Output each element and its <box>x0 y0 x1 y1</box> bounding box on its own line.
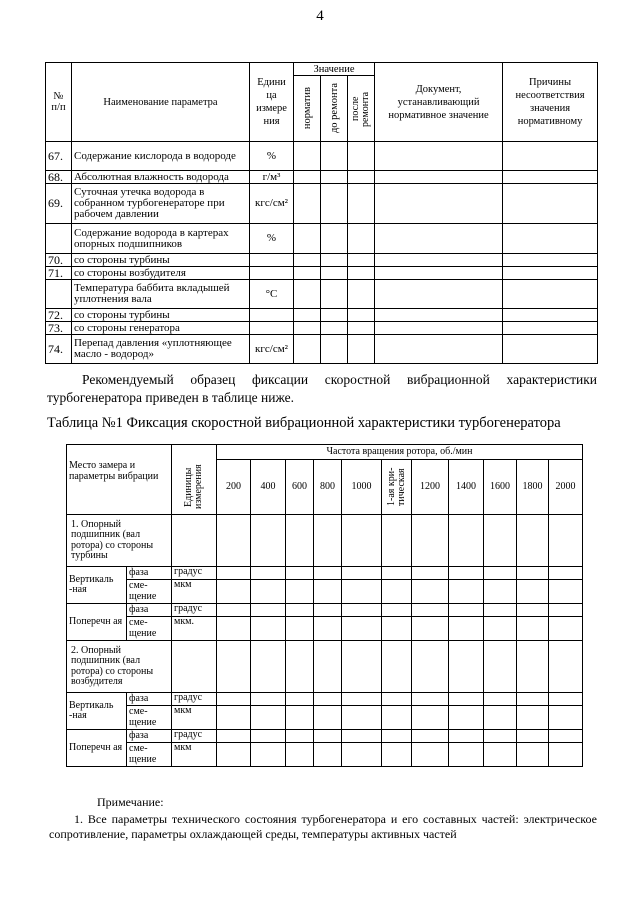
empty-cell <box>321 184 348 224</box>
empty-cell <box>348 335 375 364</box>
empty-cell <box>549 617 583 641</box>
empty-cell <box>251 641 286 693</box>
row-name: Температура баббита вкладышей уплотнения вала <box>72 280 250 309</box>
empty-cell <box>348 254 375 267</box>
empty-cell <box>549 567 583 580</box>
empty-cell <box>503 254 598 267</box>
header-freq-col: 800 <box>314 460 342 515</box>
empty-cell <box>517 693 549 706</box>
empty-cell <box>549 706 583 730</box>
param-row <box>67 706 583 730</box>
empty-cell <box>251 604 286 617</box>
table-row <box>46 184 598 224</box>
empty-cell <box>251 580 286 604</box>
param-name: фаза <box>127 730 172 743</box>
empty-cell <box>348 280 375 309</box>
empty-cell <box>286 641 314 693</box>
empty-cell <box>449 617 484 641</box>
row-num: 71. <box>46 267 72 280</box>
empty-cell <box>503 309 598 322</box>
param-unit: мкм. <box>172 617 217 641</box>
header-reasons: Причины несоответствия значения нормативному <box>503 63 598 142</box>
empty-cell <box>348 142 375 171</box>
header-units: Единицы измерения <box>172 460 217 515</box>
header-freq-col: 1000 <box>342 460 382 515</box>
table-row <box>46 224 598 254</box>
empty-cell <box>294 184 321 224</box>
empty-cell <box>314 706 342 730</box>
table-row <box>46 254 598 267</box>
empty-cell <box>286 617 314 641</box>
empty-cell <box>449 743 484 767</box>
empty-cell <box>549 515 583 567</box>
param-row <box>67 580 583 604</box>
empty-cell <box>314 743 342 767</box>
empty-cell <box>217 515 251 567</box>
group-name: Вертикаль -ная <box>67 693 127 730</box>
empty-cell <box>484 604 517 617</box>
param-row <box>67 567 583 580</box>
empty-cell <box>412 567 449 580</box>
empty-cell <box>321 254 348 267</box>
param-name: сме-щение <box>127 706 172 730</box>
empty-cell <box>412 693 449 706</box>
header-freq-col: 1400 <box>449 460 484 515</box>
header-freq-col: 600 <box>286 460 314 515</box>
empty-cell <box>314 580 342 604</box>
empty-cell <box>484 693 517 706</box>
empty-cell <box>342 706 382 730</box>
empty-cell <box>382 580 412 604</box>
param-unit: градус <box>172 730 217 743</box>
empty-cell <box>382 743 412 767</box>
empty-cell <box>412 580 449 604</box>
empty-cell <box>314 693 342 706</box>
empty-cell <box>382 706 412 730</box>
table-row <box>46 309 598 322</box>
empty-cell <box>321 322 348 335</box>
section-row <box>67 641 583 693</box>
empty-cell <box>375 184 503 224</box>
row-name: со стороны генератора <box>72 322 250 335</box>
param-name: сме-щение <box>127 580 172 604</box>
header-freq-col: 1600 <box>484 460 517 515</box>
row-unit: °С <box>250 280 294 309</box>
empty-cell <box>503 171 598 184</box>
empty-cell <box>348 267 375 280</box>
table2-title: Таблица №1 Фиксация скоростной вибрационной характеристики турбогенератора <box>47 415 561 431</box>
table-row <box>46 171 598 184</box>
empty-cell <box>412 604 449 617</box>
table-row <box>46 322 598 335</box>
empty-cell <box>314 515 342 567</box>
table-row <box>46 267 598 280</box>
empty-cell <box>449 604 484 617</box>
empty-cell <box>503 224 598 254</box>
empty-cell <box>382 617 412 641</box>
empty-cell <box>286 693 314 706</box>
empty-cell <box>503 280 598 309</box>
row-name: Перепад давления «уплотняющее масло - водород» <box>72 335 250 364</box>
empty-cell <box>251 706 286 730</box>
row-num: 74. <box>46 335 72 364</box>
row-unit: кгс/см² <box>250 335 294 364</box>
empty-cell <box>342 641 382 693</box>
empty-cell <box>549 730 583 743</box>
section-title: 1. Опорный подшипник (вал ротора) со стороны турбины <box>67 515 172 567</box>
empty-cell <box>321 224 348 254</box>
param-name: фаза <box>127 604 172 617</box>
empty-cell <box>251 743 286 767</box>
empty-cell <box>314 567 342 580</box>
empty-cell <box>342 617 382 641</box>
empty-cell <box>217 604 251 617</box>
empty-cell <box>286 604 314 617</box>
header-value-col: до ремонта <box>321 76 348 142</box>
empty-cell <box>251 515 286 567</box>
param-name: сме-щение <box>127 743 172 767</box>
empty-cell <box>348 171 375 184</box>
header-freq-col: 1200 <box>412 460 449 515</box>
empty-cell <box>286 743 314 767</box>
empty-cell <box>294 309 321 322</box>
empty-cell <box>412 706 449 730</box>
param-name: фаза <box>127 693 172 706</box>
header-unit: Едини ца измере ния <box>250 63 294 142</box>
empty-cell <box>342 730 382 743</box>
empty-cell <box>503 322 598 335</box>
page-number: 4 <box>316 8 324 24</box>
section-row <box>67 515 583 567</box>
row-num: 73. <box>46 322 72 335</box>
row-name: со стороны возбудителя <box>72 267 250 280</box>
header-freq-col: 200 <box>217 460 251 515</box>
empty-cell <box>286 515 314 567</box>
empty-cell <box>517 580 549 604</box>
empty-cell <box>294 171 321 184</box>
param-row <box>67 730 583 743</box>
empty-cell <box>375 280 503 309</box>
param-unit: градус <box>172 693 217 706</box>
row-num: 70. <box>46 254 72 267</box>
empty-cell <box>342 515 382 567</box>
empty-cell <box>517 706 549 730</box>
empty-cell <box>549 604 583 617</box>
empty-cell <box>517 730 549 743</box>
empty-cell <box>217 641 251 693</box>
param-unit: мкм <box>172 706 217 730</box>
empty-cell <box>294 322 321 335</box>
param-row <box>67 693 583 706</box>
empty-cell <box>217 567 251 580</box>
empty-cell <box>375 322 503 335</box>
parameters-table <box>45 62 598 364</box>
empty-cell <box>412 743 449 767</box>
empty-cell <box>503 335 598 364</box>
empty-cell <box>348 184 375 224</box>
note-title: Примечание: <box>97 795 164 809</box>
param-row <box>67 617 583 641</box>
empty-cell <box>449 580 484 604</box>
header-freq-col: 1800 <box>517 460 549 515</box>
empty-cell <box>217 580 251 604</box>
table-row <box>46 335 598 364</box>
param-unit: градус <box>172 604 217 617</box>
header-freq-col: 400 <box>251 460 286 515</box>
empty-cell <box>484 706 517 730</box>
empty-cell <box>286 567 314 580</box>
row-num: 72. <box>46 309 72 322</box>
empty-cell <box>382 567 412 580</box>
empty-cell <box>294 280 321 309</box>
row-unit: % <box>250 142 294 171</box>
row-name: со стороны турбины <box>72 254 250 267</box>
empty-cell <box>251 693 286 706</box>
empty-cell <box>294 254 321 267</box>
empty-cell <box>484 743 517 767</box>
empty-cell <box>517 567 549 580</box>
empty-cell <box>286 706 314 730</box>
empty-cell <box>314 641 342 693</box>
table-row <box>46 142 598 171</box>
row-name: Суточная утечка водорода в собранном турбогенераторе при рабочем давлении <box>72 184 250 224</box>
empty-cell <box>217 730 251 743</box>
header-freq: Частота вращения ротора, об./мин <box>217 445 583 460</box>
empty-cell <box>321 280 348 309</box>
empty-cell <box>172 515 217 567</box>
empty-cell <box>517 743 549 767</box>
empty-cell <box>342 604 382 617</box>
group-name: Поперечн ая <box>67 604 127 641</box>
empty-cell <box>314 730 342 743</box>
empty-cell <box>517 617 549 641</box>
row-unit <box>250 254 294 267</box>
note-text: 1. Все параметры технического состояния турбогенератора и его составных частей: электрическое сопротивление, параметры охлаждающей среды, температуры активных частей <box>49 812 597 841</box>
header-freq-col: 2000 <box>549 460 583 515</box>
empty-cell <box>321 335 348 364</box>
empty-cell <box>449 515 484 567</box>
empty-cell <box>342 693 382 706</box>
intro-paragraph: Рекомендуемый образец фиксации скоростной вибрационной характеристики турбогенератора приведен в таблице ниже. <box>47 372 597 405</box>
param-unit: мкм <box>172 580 217 604</box>
empty-cell <box>294 142 321 171</box>
empty-cell <box>382 641 412 693</box>
empty-cell <box>449 730 484 743</box>
empty-cell <box>217 693 251 706</box>
header-place: Место замера и параметры вибрации <box>67 445 172 515</box>
row-unit <box>250 309 294 322</box>
row-name: Содержание кислорода в водороде <box>72 142 250 171</box>
row-unit <box>250 322 294 335</box>
row-unit: % <box>250 224 294 254</box>
header-doc: Документ, устанавливающий нормативное значение <box>375 63 503 142</box>
empty-cell <box>217 743 251 767</box>
row-num: 69. <box>46 184 72 224</box>
header-value-group: Значение <box>294 63 375 76</box>
empty-cell <box>449 693 484 706</box>
param-row <box>67 743 583 767</box>
empty-cell <box>294 224 321 254</box>
empty-cell <box>549 693 583 706</box>
empty-cell <box>375 254 503 267</box>
empty-cell <box>321 171 348 184</box>
empty-cell <box>375 171 503 184</box>
empty-cell <box>382 604 412 617</box>
param-unit: мкм <box>172 743 217 767</box>
empty-cell <box>449 567 484 580</box>
row-name: Содержание водорода в картерах опорных подшипников <box>72 224 250 254</box>
empty-cell <box>382 730 412 743</box>
empty-cell <box>549 743 583 767</box>
empty-cell <box>375 267 503 280</box>
empty-cell <box>321 309 348 322</box>
empty-cell <box>503 184 598 224</box>
empty-cell <box>172 641 217 693</box>
empty-cell <box>348 309 375 322</box>
group-name: Вертикаль -ная <box>67 567 127 604</box>
empty-cell <box>484 515 517 567</box>
row-unit: кгс/см² <box>250 184 294 224</box>
empty-cell <box>484 730 517 743</box>
empty-cell <box>412 641 449 693</box>
group-name: Поперечн ая <box>67 730 127 767</box>
row-unit <box>250 267 294 280</box>
row-num: 67. <box>46 142 72 171</box>
empty-cell <box>294 267 321 280</box>
row-num: 68. <box>46 171 72 184</box>
empty-cell <box>375 309 503 322</box>
header-num: № п/п <box>46 63 72 142</box>
header-value-col: норматив <box>294 76 321 142</box>
empty-cell <box>503 142 598 171</box>
row-name: со стороны турбины <box>72 309 250 322</box>
empty-cell <box>251 617 286 641</box>
empty-cell <box>382 515 412 567</box>
empty-cell <box>286 730 314 743</box>
empty-cell <box>412 617 449 641</box>
empty-cell <box>484 567 517 580</box>
vibration-table <box>66 444 583 767</box>
empty-cell <box>348 224 375 254</box>
empty-cell <box>251 567 286 580</box>
empty-cell <box>251 730 286 743</box>
header-freq-col: 1-ая кри-тическая <box>382 460 412 515</box>
row-name: Абсолютная влажность водорода <box>72 171 250 184</box>
empty-cell <box>503 267 598 280</box>
header-name: Наименование параметра <box>72 63 250 142</box>
empty-cell <box>314 604 342 617</box>
table-row <box>46 280 598 309</box>
param-row <box>67 604 583 617</box>
empty-cell <box>375 142 503 171</box>
empty-cell <box>217 706 251 730</box>
empty-cell <box>342 743 382 767</box>
empty-cell <box>286 580 314 604</box>
empty-cell <box>484 641 517 693</box>
empty-cell <box>321 267 348 280</box>
section-title: 2. Опорный подшипник (вал ротора) со стороны возбудителя <box>67 641 172 693</box>
empty-cell <box>412 515 449 567</box>
header-value-col: после ремонта <box>348 76 375 142</box>
param-unit: градус <box>172 567 217 580</box>
empty-cell <box>375 224 503 254</box>
empty-cell <box>484 580 517 604</box>
param-name: фаза <box>127 567 172 580</box>
empty-cell <box>342 580 382 604</box>
empty-cell <box>314 617 342 641</box>
empty-cell <box>449 706 484 730</box>
empty-cell <box>549 641 583 693</box>
empty-cell <box>484 617 517 641</box>
empty-cell <box>517 604 549 617</box>
empty-cell <box>517 641 549 693</box>
empty-cell <box>375 335 503 364</box>
empty-cell <box>342 567 382 580</box>
empty-cell <box>449 641 484 693</box>
row-num <box>46 280 72 309</box>
row-unit: г/м³ <box>250 171 294 184</box>
empty-cell <box>294 335 321 364</box>
empty-cell <box>217 617 251 641</box>
empty-cell <box>382 693 412 706</box>
param-name: сме-щение <box>127 617 172 641</box>
empty-cell <box>517 515 549 567</box>
empty-cell <box>348 322 375 335</box>
row-num <box>46 224 72 254</box>
header-units-top <box>172 445 217 460</box>
empty-cell <box>321 142 348 171</box>
empty-cell <box>549 580 583 604</box>
empty-cell <box>412 730 449 743</box>
